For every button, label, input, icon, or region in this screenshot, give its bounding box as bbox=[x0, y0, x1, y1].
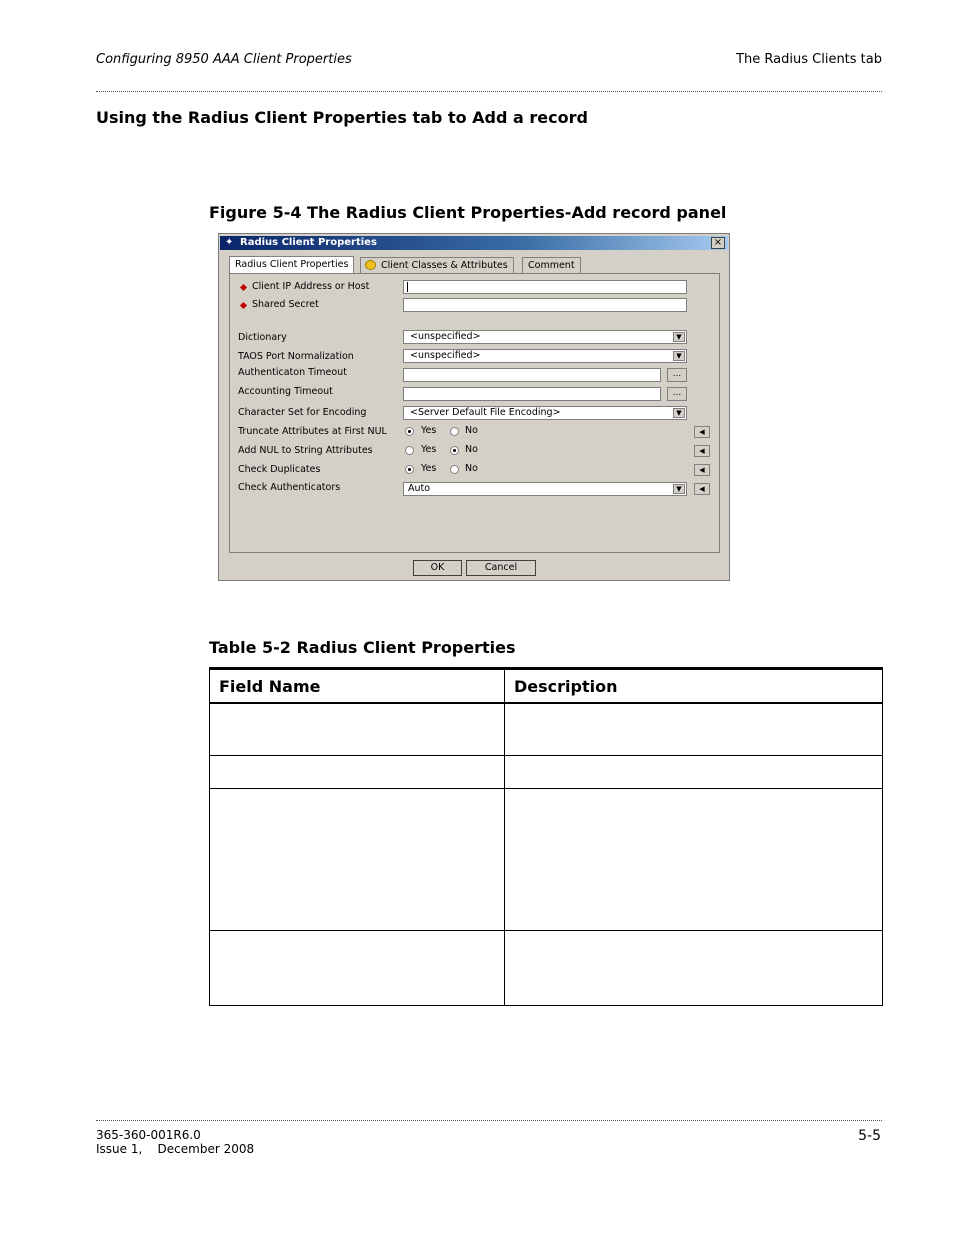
header-chapter-title: Configuring 8950 AAA Client Properties bbox=[96, 52, 352, 67]
radius-client-properties-dialog bbox=[218, 233, 730, 581]
table-cell bbox=[505, 703, 883, 755]
taos-value: <unspecified> bbox=[410, 350, 481, 361]
add-nul-reset-button[interactable]: ◀ bbox=[694, 445, 710, 457]
taos-select[interactable] bbox=[403, 349, 687, 363]
cancel-button[interactable]: Cancel bbox=[466, 560, 536, 576]
table-cell bbox=[210, 930, 505, 1005]
figure-caption: Figure 5-4 The Radius Client Properties-Add record panel bbox=[209, 203, 727, 222]
add-nul-yes-label: Yes bbox=[421, 444, 437, 455]
footer-doc-id: 365-360-001R6.0 bbox=[96, 1128, 201, 1142]
taos-label: TAOS Port Normalization bbox=[238, 351, 354, 362]
check-auth-value: Auto bbox=[408, 483, 431, 494]
table-cell bbox=[210, 788, 505, 930]
chevron-down-icon[interactable]: ▼ bbox=[673, 484, 685, 494]
column-header-description: Description bbox=[505, 669, 883, 704]
section-heading: Using the Radius Client Properties tab to Add a record bbox=[96, 108, 588, 127]
table-row bbox=[210, 930, 883, 1005]
dictionary-label: Dictionary bbox=[238, 332, 287, 343]
truncate-yes-label: Yes bbox=[421, 425, 437, 436]
add-nul-label: Add NUL to String Attributes bbox=[238, 445, 373, 456]
check-dup-no-radio[interactable] bbox=[450, 465, 459, 474]
chevron-down-icon[interactable]: ▼ bbox=[673, 332, 685, 342]
header-section-title: The Radius Clients tab bbox=[736, 52, 882, 67]
check-dup-label: Check Duplicates bbox=[238, 464, 321, 475]
table-cell bbox=[505, 755, 883, 788]
chevron-down-icon[interactable]: ▼ bbox=[673, 408, 685, 418]
charset-label: Character Set for Encoding bbox=[238, 407, 367, 418]
close-button[interactable]: × bbox=[711, 237, 725, 249]
acct-timeout-browse-button[interactable]: ... bbox=[667, 387, 687, 401]
charset-select[interactable] bbox=[403, 406, 687, 420]
auth-timeout-input[interactable] bbox=[403, 368, 661, 382]
client-ip-input[interactable] bbox=[403, 280, 687, 294]
dialog-title: Radius Client Properties bbox=[240, 237, 377, 248]
tab-comment[interactable]: Comment bbox=[522, 257, 581, 273]
check-auth-label: Check Authenticators bbox=[238, 482, 341, 493]
shared-secret-input[interactable] bbox=[403, 298, 687, 312]
truncate-reset-button[interactable]: ◀ bbox=[694, 426, 710, 438]
check-dup-reset-button[interactable]: ◀ bbox=[694, 464, 710, 476]
text-cursor bbox=[407, 282, 408, 292]
tab-panel bbox=[229, 273, 720, 553]
truncate-yes-radio[interactable] bbox=[405, 427, 414, 436]
client-ip-label: Client IP Address or Host bbox=[252, 281, 370, 292]
table-caption: Table 5-2 Radius Client Properties bbox=[209, 638, 516, 657]
column-header-field-name: Field Name bbox=[210, 669, 505, 704]
auth-timeout-label: Authenticaton Timeout bbox=[238, 367, 347, 378]
footer-issue: Issue 1, December 2008 bbox=[96, 1142, 255, 1156]
table-header-row bbox=[210, 669, 883, 704]
dictionary-select[interactable] bbox=[403, 330, 687, 344]
tab-label: Client Classes & Attributes bbox=[381, 260, 508, 271]
table-row bbox=[210, 755, 883, 788]
dictionary-value: <unspecified> bbox=[410, 331, 481, 342]
footer-divider bbox=[96, 1120, 882, 1121]
truncate-no-label: No bbox=[465, 425, 478, 436]
truncate-label: Truncate Attributes at First NUL bbox=[238, 426, 387, 437]
check-dup-yes-label: Yes bbox=[421, 463, 437, 474]
add-nul-no-radio[interactable] bbox=[450, 446, 459, 455]
dialog-titlebar bbox=[220, 236, 728, 250]
add-nul-no-label: No bbox=[465, 444, 478, 455]
check-auth-select[interactable] bbox=[403, 482, 687, 496]
chevron-down-icon[interactable]: ▼ bbox=[673, 351, 685, 361]
ok-button[interactable]: OK bbox=[413, 560, 462, 576]
truncate-no-radio[interactable] bbox=[450, 427, 459, 436]
table-cell bbox=[505, 930, 883, 1005]
attributes-icon bbox=[365, 260, 376, 270]
header-divider bbox=[96, 91, 882, 92]
tab-client-classes-attributes[interactable] bbox=[360, 257, 514, 273]
page-number: 5-5 bbox=[858, 1128, 881, 1144]
table-cell bbox=[505, 788, 883, 930]
table-cell bbox=[210, 755, 505, 788]
acct-timeout-label: Accounting Timeout bbox=[238, 386, 333, 397]
tab-radius-client-properties[interactable]: Radius Client Properties bbox=[229, 256, 354, 274]
add-nul-yes-radio[interactable] bbox=[405, 446, 414, 455]
required-marker-icon bbox=[240, 302, 247, 309]
check-dup-yes-radio[interactable] bbox=[405, 465, 414, 474]
table-cell bbox=[210, 703, 505, 755]
table-row bbox=[210, 788, 883, 930]
charset-value: <Server Default File Encoding> bbox=[410, 407, 561, 418]
auth-timeout-browse-button[interactable]: ... bbox=[667, 368, 687, 382]
check-auth-reset-button[interactable]: ◀ bbox=[694, 483, 710, 495]
shared-secret-label: Shared Secret bbox=[252, 299, 319, 310]
required-marker-icon bbox=[240, 284, 247, 291]
app-logo-icon: ✦ bbox=[225, 237, 234, 248]
check-dup-no-label: No bbox=[465, 463, 478, 474]
radius-client-properties-table bbox=[209, 667, 883, 1006]
acct-timeout-input[interactable] bbox=[403, 387, 661, 401]
table-row bbox=[210, 703, 883, 755]
